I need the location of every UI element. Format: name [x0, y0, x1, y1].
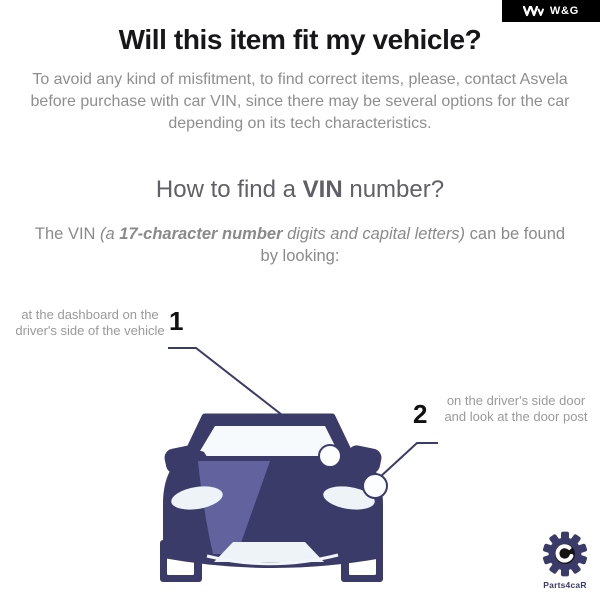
brand-name: W&G: [549, 5, 580, 17]
callout-dashboard-number: 1: [169, 306, 184, 336]
vin-marker-doorpost: [363, 474, 387, 498]
callout-line-2: [380, 443, 438, 477]
vin-heading-bold: VIN: [302, 176, 343, 203]
bumper-plate: [214, 542, 324, 562]
callout-door-text: on the driver's side door and look at the door post: [444, 393, 588, 425]
vin-desc-paren-open: (a: [100, 225, 120, 243]
callout-dashboard-text: at the dashboard on the driver's side of the vehicle: [15, 307, 165, 339]
callout-door-number: 2: [413, 399, 428, 429]
vin-desc-prefix: The VIN: [34, 225, 101, 243]
vin-marker-dashboard: [319, 445, 341, 467]
vin-heading-prefix: How to find a: [155, 176, 303, 203]
footer-logo-name: Parts4caR: [543, 580, 587, 590]
vin-heading-suffix: number?: [342, 176, 445, 203]
vin-desc-bold: 17-character number: [119, 225, 283, 243]
intro-paragraph: To avoid any kind of misfitment, to find correct items, please, contact Asvela before purchase with car VIN, since there may be several options for the car depending on its tech characteristics.: [30, 71, 570, 133]
footer-logo: [536, 530, 594, 590]
page-title: Will this item fit my vehicle?: [118, 24, 482, 55]
gear-wrench-icon: [541, 530, 589, 578]
vin-desc-paren-close: digits and capital letters): [282, 225, 466, 243]
windshield: [197, 426, 340, 456]
vin-desc-suffix: can be found by looking:: [260, 225, 566, 266]
